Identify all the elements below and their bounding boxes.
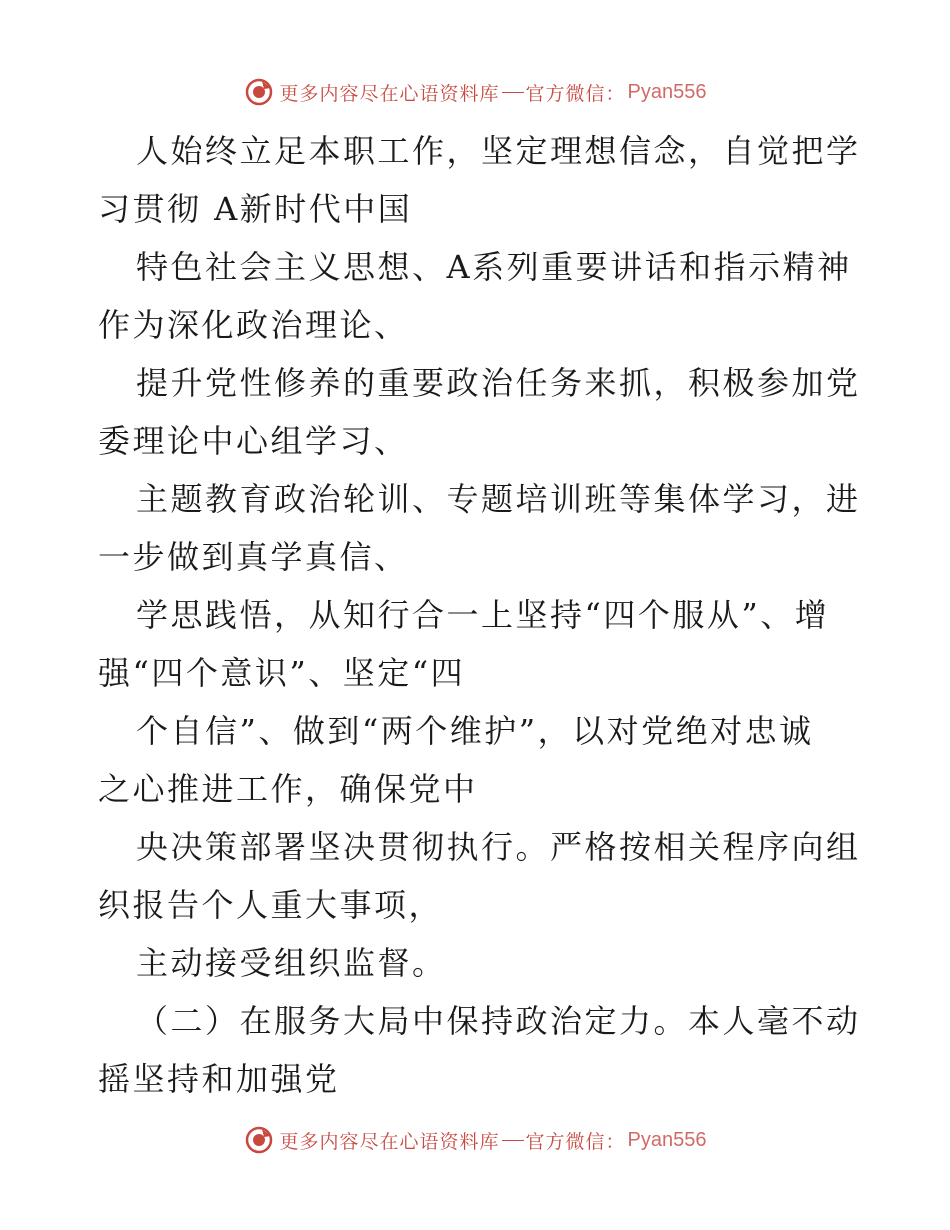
watermark-dash	[502, 92, 524, 93]
watermark-site-text: 更多内容尽在心语资料库	[279, 82, 500, 105]
header-watermark	[0, 72, 950, 112]
text-line: 习贯彻 A新时代中国	[98, 190, 413, 228]
text-line: 作为深化政治理论、	[98, 306, 409, 344]
text-line: 强“四个意识”、坚定“四	[98, 654, 466, 692]
text-line: 之心推进工作，确保党中	[98, 770, 478, 808]
text-line: 提升党性修养的重要政治任务来抓，积极参加党	[136, 364, 861, 402]
text-line: 织报告个人重大事项，	[98, 886, 444, 924]
logo-icon	[244, 77, 274, 107]
text-line: 委理论中心组学习、	[98, 422, 409, 460]
text-line: 央决策部署坚决贯彻执行。严格按相关程序向组	[136, 828, 861, 866]
text-line: 人始终立足本职工作，坚定理想信念，自觉把学	[136, 132, 861, 170]
text-line: 个自信”、做到“两个维护”，以对党绝对忠诚	[136, 712, 814, 750]
watermark-dash	[502, 1140, 524, 1141]
watermark-id: Pyan556	[627, 80, 707, 103]
watermark-label: 官方微信：	[525, 82, 626, 105]
text-line: 摇坚持和加强党	[98, 1060, 340, 1098]
watermark-site-text: 更多内容尽在心语资料库	[279, 1130, 500, 1153]
watermark-label: 官方微信：	[525, 1130, 626, 1153]
logo-icon	[244, 1125, 274, 1155]
footer-watermark	[0, 1120, 950, 1160]
text-line: 主题教育政治轮训、专题培训班等集体学习，进	[136, 480, 861, 518]
watermark-id: Pyan556	[627, 1128, 707, 1151]
document-body	[98, 122, 861, 1108]
text-line: 主动接受组织监督。	[136, 944, 447, 982]
text-line: 学思践悟，从知行合一上坚持“四个服从”、增	[136, 596, 830, 634]
text-line: 一步做到真学真信、	[98, 538, 409, 576]
text-line: （二）在服务大局中保持政治定力。本人毫不动	[136, 1002, 861, 1040]
text-line: 特色社会主义思想、A系列重要讲话和指示精神	[136, 248, 852, 286]
